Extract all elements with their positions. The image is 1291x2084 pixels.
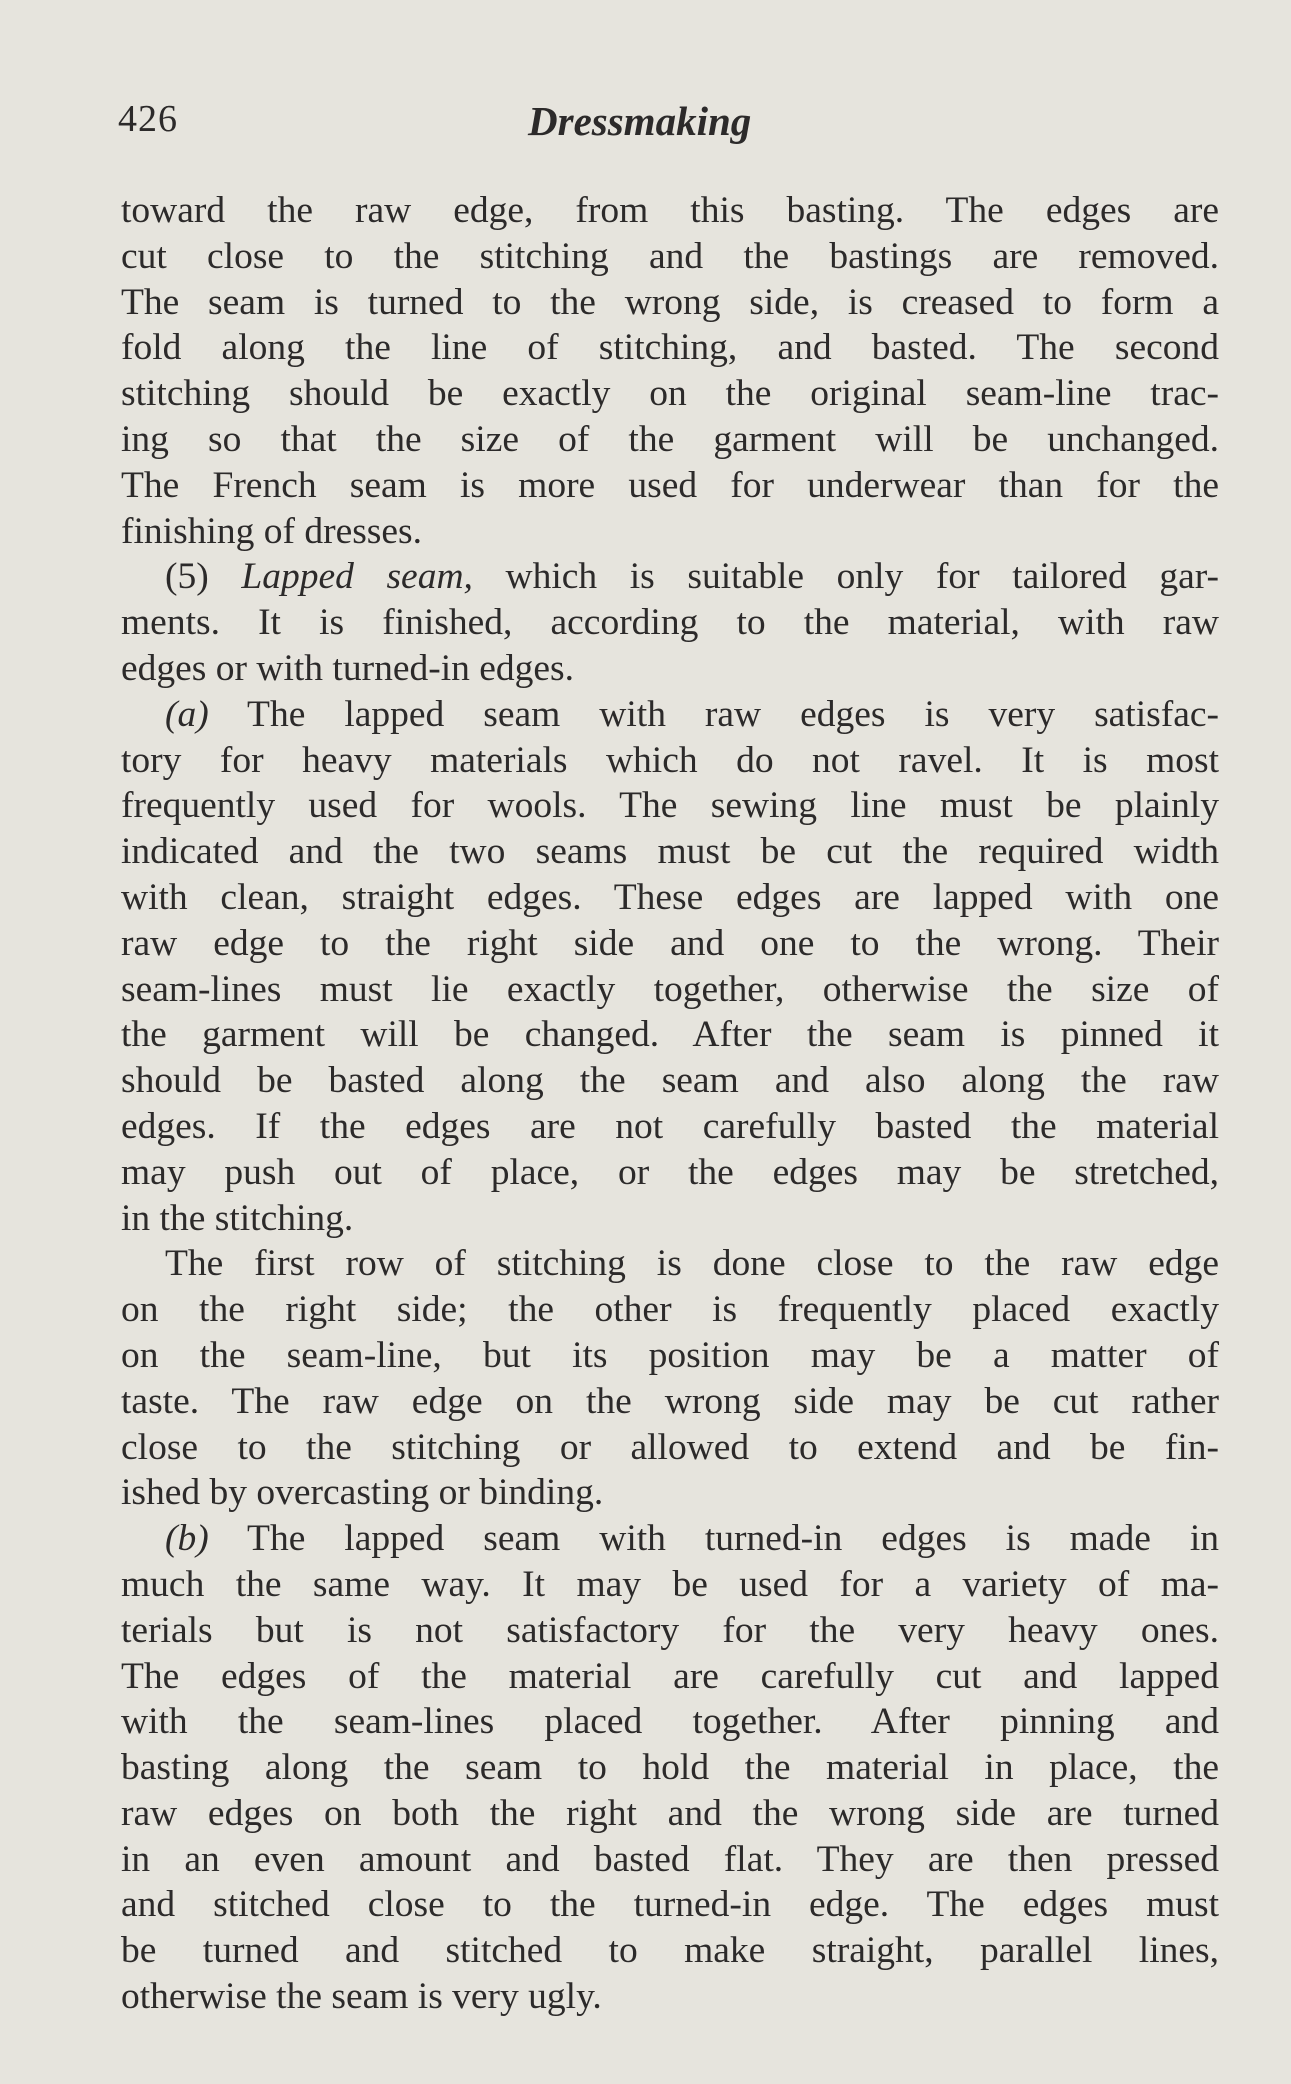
text-line: The French seam is more used for underwear than for the [121, 464, 1219, 506]
text-line: should be basted along the seam and also along the raw [121, 1060, 1219, 1102]
text-line: stitching should be exactly on the original seam-line trac- [121, 373, 1219, 415]
lapped-seam-heading-line [121, 554, 1219, 600]
text-line: in the stitching. [121, 1197, 354, 1239]
text-fragment: which is suitable only for tailored gar- [505, 556, 1220, 598]
item-number: (5) [165, 556, 209, 598]
body-text [121, 188, 1219, 2020]
text-line: The edges of the material are carefully cut and lapped [121, 1655, 1219, 1697]
text-line: with the seam-lines placed together. After pinning and [121, 1701, 1219, 1743]
text-line: on the seam-line, but its position may be a matter of [121, 1334, 1219, 1376]
text-line: taste. The raw edge on the wrong side may be cut rather [121, 1380, 1219, 1422]
text-line: The seam is turned to the wrong side, is creased to form a [121, 281, 1219, 323]
text-line: finishing of dresses. [121, 510, 423, 552]
page-header [118, 97, 1218, 157]
text-fragment: The lapped seam with turned-in edges is made in [247, 1518, 1219, 1560]
text-line: otherwise the seam is very ugly. [121, 1976, 602, 2018]
text-line: The first row of stitching is done close to the raw edge [165, 1243, 1219, 1285]
text-line: raw edges on both the right and the wrong side are turned [121, 1792, 1219, 1834]
text-line: on the right side; the other is frequently placed exactly [121, 1289, 1219, 1331]
text-line: frequently used for wools. The sewing line must be plainly [121, 785, 1219, 827]
text-line: raw edge to the right side and one to the wrong. Their [121, 922, 1219, 964]
text-line: terials but is not satisfactory for the very heavy ones. [121, 1609, 1219, 1651]
text-line: basting along the seam to hold the material in place, the [121, 1747, 1219, 1789]
text-line: the garment will be changed. After the seam is pinned it [121, 1014, 1219, 1056]
para-a-first-line [121, 692, 1219, 738]
lapped-seam-term: Lapped seam, [241, 556, 473, 598]
text-line: be turned and stitched to make straight, parallel lines, [121, 1930, 1219, 1972]
text-line: close to the stitching or allowed to extend and be fin- [121, 1426, 1219, 1468]
text-line: ing so that the size of the garment will be unchanged. [121, 418, 1219, 460]
text-line: may push out of place, or the edges may be stretched, [121, 1151, 1219, 1193]
page-number: 426 [118, 98, 178, 140]
text-line: indicated and the two seams must be cut the required width [121, 831, 1219, 873]
text-line: seam-lines must lie exactly together, otherwise the size of [121, 968, 1219, 1010]
text-fragment: The lapped seam with raw edges is very satisfac- [247, 693, 1220, 735]
text-line: edges. If the edges are not carefully basted the material [121, 1105, 1219, 1147]
text-line: toward the raw edge, from this basting. The edges are [121, 190, 1219, 231]
text-line: tory for heavy materials which do not ravel. It is most [121, 739, 1219, 781]
para-b-first-line [121, 1516, 1219, 1562]
text-line: ments. It is finished, according to the material, with raw [121, 602, 1219, 644]
text-line: much the same way. It may be used for a variety of ma- [121, 1563, 1219, 1605]
text-line: edges or with turned-in edges. [121, 647, 575, 689]
para-b-marker: (b) [165, 1518, 209, 1560]
text-line: fold along the line of stitching, and basted. The second [121, 327, 1219, 369]
text-line: and stitched close to the turned-in edge. The edges must [121, 1884, 1219, 1926]
text-line: with clean, straight edges. These edges are lapped with one [121, 876, 1219, 918]
text-line: cut close to the stitching and the bastings are removed. [121, 235, 1219, 277]
para-a-marker: (a) [165, 693, 209, 735]
text-line: ished by overcasting or binding. [121, 1472, 604, 1514]
running-title: Dressmaking [528, 98, 752, 144]
text-line: in an even amount and basted flat. They are then pressed [121, 1838, 1219, 1880]
